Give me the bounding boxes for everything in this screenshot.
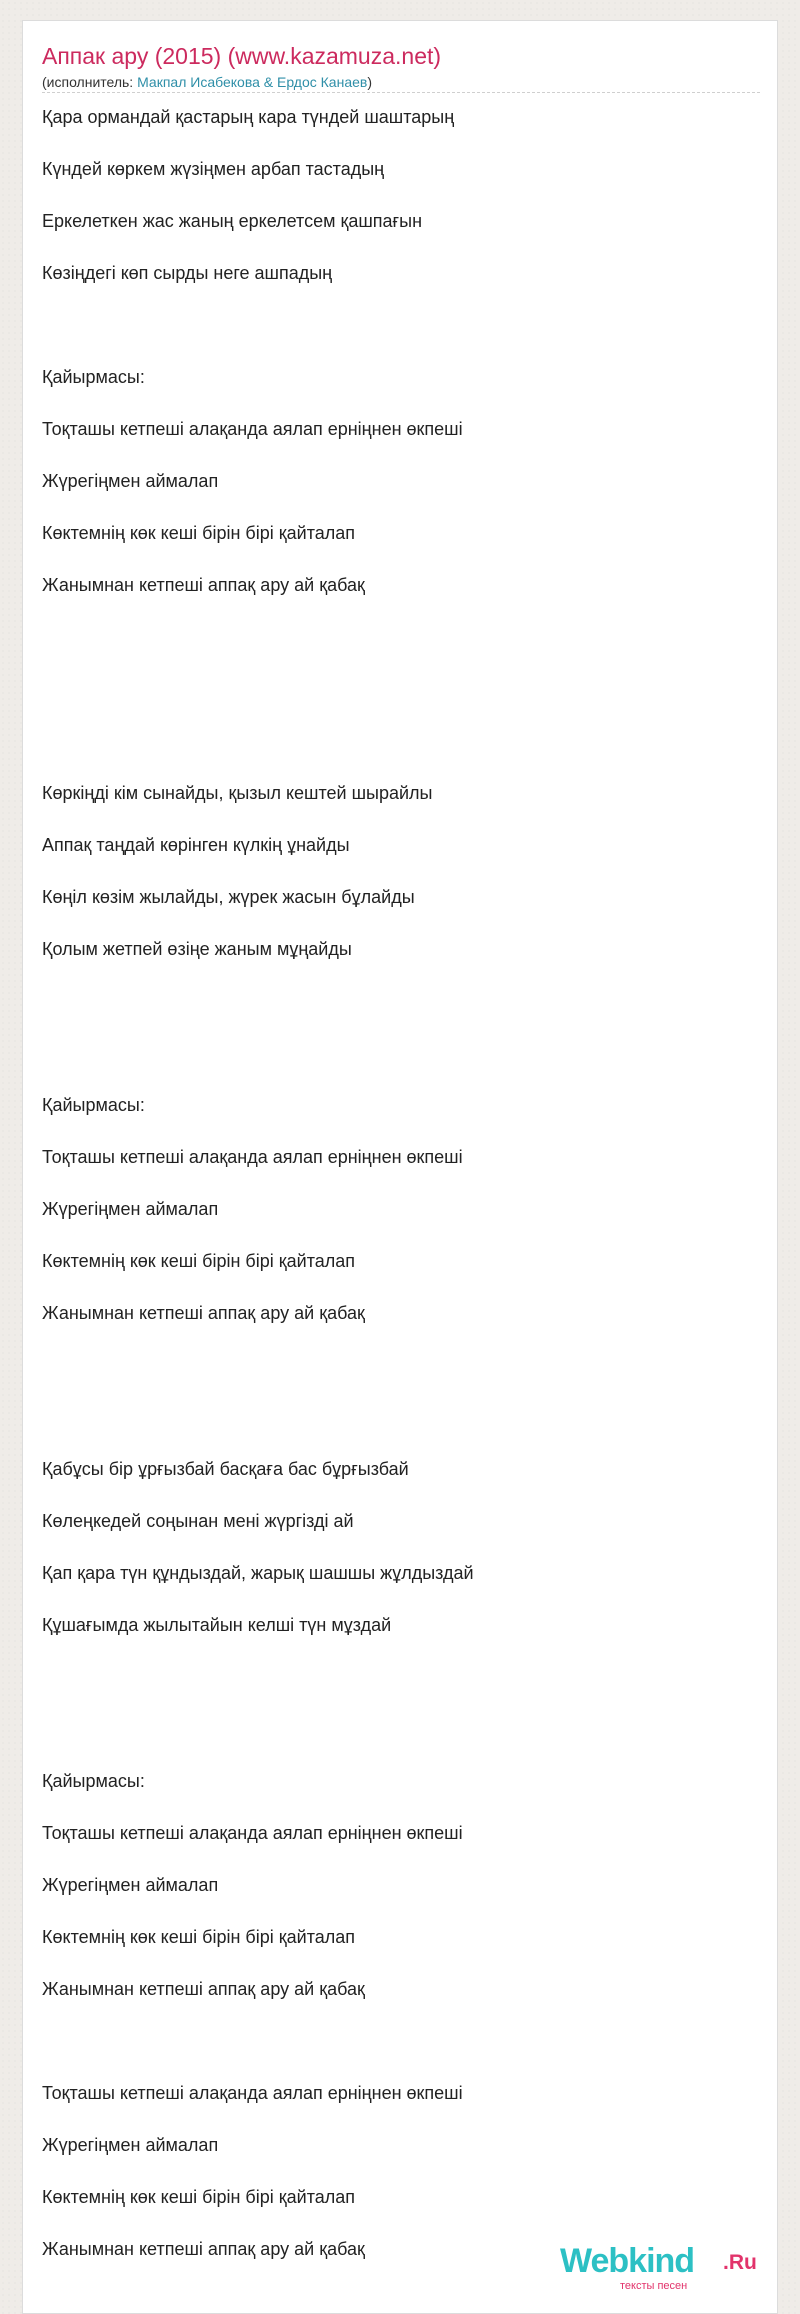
artist-line <box>42 73 760 93</box>
lyric-line: Қайырмасы: <box>42 367 145 387</box>
lyric-line: Жанымнан кетпеші аппақ ару ай қабақ <box>42 1979 365 1999</box>
lyric-line: Қап қара түн құндыздай, жарық шашшы жұлдыздай <box>42 1563 474 1583</box>
logo-tagline: тексты песен <box>620 2280 688 2292</box>
logo-tld: .Ru <box>723 2251 757 2274</box>
lyric-line: Көктемнің көк кеші бірін бірі қайталап <box>42 2187 356 2207</box>
lyric-line: Тоқташы кетпеші алақанда аялап ерніңнен өкпеші <box>42 1823 463 1843</box>
lyric-line: Құшағымда жылытайын келші түн мұздай <box>42 1615 392 1635</box>
lyric-line: Көзіңдегі көп сырды неге ашпадың <box>42 263 333 283</box>
lyric-line: Қара ормандай қастарың кара түндей шаштарың <box>42 107 455 127</box>
artist-link[interactable]: Макпал Исабекова & Ердос Канаев <box>137 74 368 90</box>
lyric-line: Көктемнің көк кеші бірін бірі қайталап <box>42 1251 356 1271</box>
lyric-line: Тоқташы кетпеші алақанда аялап ерніңнен өкпеші <box>42 1147 463 1167</box>
lyric-line: Көркіңді кім сынайды, қызыл кештей шырайлы <box>42 783 433 803</box>
lyric-line: Көктемнің көк кеші бірін бірі қайталап <box>42 1927 356 1947</box>
lyric-line: Тоқташы кетпеші алақанда аялап ерніңнен өкпеші <box>42 419 463 439</box>
lyric-line: Жанымнан кетпеші аппақ ару ай қабақ <box>42 1303 365 1323</box>
lyric-line: Қайырмасы: <box>42 1095 145 1115</box>
lyric-line: Күндей көркем жүзіңмен арбап тастадың <box>42 159 385 179</box>
lyric-line: Жүрегіңмен аймалап <box>42 471 219 491</box>
lyric-line: Жүрегіңмен аймалап <box>42 1875 219 1895</box>
artist-prefix: (исполнитель: <box>42 74 138 90</box>
lyric-line: Көктемнің көк кеші бірін бірі қайталап <box>42 523 356 543</box>
lyric-line: Қайырмасы: <box>42 1771 145 1791</box>
lyric-line: Қолым жетпей өзіңе жаным мұңайды <box>42 939 352 959</box>
page-title: Аппак ару (2015) (www.kazamuza.net) <box>42 43 442 69</box>
lyric-line: Жанымнан кетпеші аппақ ару ай қабақ <box>42 2239 365 2259</box>
lyric-line: Қабұсы бір ұрғызбай басқаға бас бұрғызбай <box>42 1459 409 1479</box>
lyric-line: Аппақ таңдай көрінген күлкің ұнайды <box>42 835 350 855</box>
lyric-line: Тоқташы кетпеші алақанда аялап ерніңнен өкпеші <box>42 2083 463 2103</box>
lyric-line: Көңіл көзім жылайды, жүрек жасын бұлайды <box>42 887 415 907</box>
logo-brand: Webkind <box>560 2242 695 2280</box>
lyric-line: Еркелеткен жас жаның еркелетсем қашпағын <box>42 211 423 231</box>
lyric-line: Жүрегіңмен аймалап <box>42 2135 219 2155</box>
lyrics-card <box>22 20 778 2314</box>
artist-suffix: ) <box>367 74 372 90</box>
lyric-line: Көлеңкедей соңынан мені жүргізді ай <box>42 1511 354 1531</box>
lyric-line: Жүрегіңмен аймалап <box>42 1199 219 1219</box>
webkind-logo[interactable] <box>560 2242 757 2292</box>
lyric-line: Жанымнан кетпеші аппақ ару ай қабақ <box>42 575 365 595</box>
